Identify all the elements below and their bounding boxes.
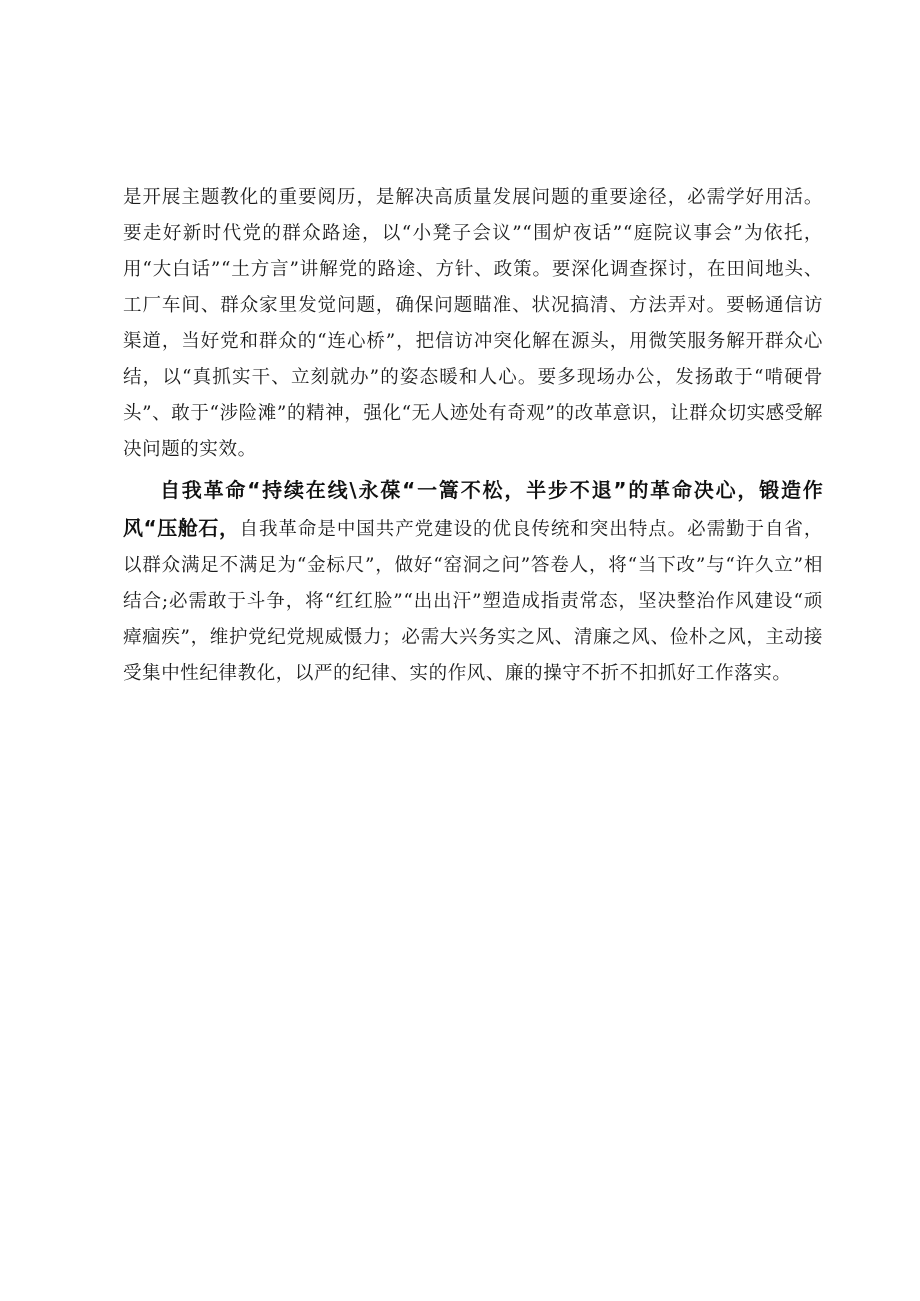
paragraph-2-body: 自我革命是中国共产党建设的优良传统和突出特点。必需勤于自省，以群众满足不满足为“金标尺”，做好“窑洞之问”答卷人，将“当下改”与“许久立”相结合;必需敢于斗争，将“红红脸”“出出汗”塑造成指责常态，坚决整治作风建设“顽瘴痼疾”，维护党纪党规威慑力；必需大兴务实之风、清廉之风、俭朴之风，主动接受集中性纪律教化，以严的纪律、实的作风、廉的操守不折不扣抓好工作落实。 [123, 519, 823, 684]
paragraph-1-text: 是开展主题教化的重要阅历，是解决高质量发展问题的重要途径，必需学好用活。要走好新时代党的群众路途，以“小凳子会议”“围炉夜话”“庭院议事会”为依托，用“大白话”“土方言”讲解党的路途、方针、政策。要深化调查探讨，在田间地头、工厂车间、群众家里发觉问题，确保问题瞄准、状况搞清、方法弄对。要畅通信访渠道，当好党和群众的“连心桥”，把信访冲突化解在源头，用微笑服务解开群众心结，以“真抓实干、立刻就办”的姿态暖和人心。要多现场办公，发扬敢于“啃硬骨头”、敢于“涉险滩”的精神，强化“无人迹处有奇观”的改革意识，让群众切实感受解决问题的实效。 [123, 187, 823, 460]
paragraph-1 [123, 180, 823, 468]
paragraph-2 [123, 472, 823, 692]
document-body [123, 180, 823, 692]
paragraph-2-heading: 自我革命“持续在线\永葆“一篙不松，半步不退”的革命决心，锻造作风“压舱石， [123, 478, 823, 540]
